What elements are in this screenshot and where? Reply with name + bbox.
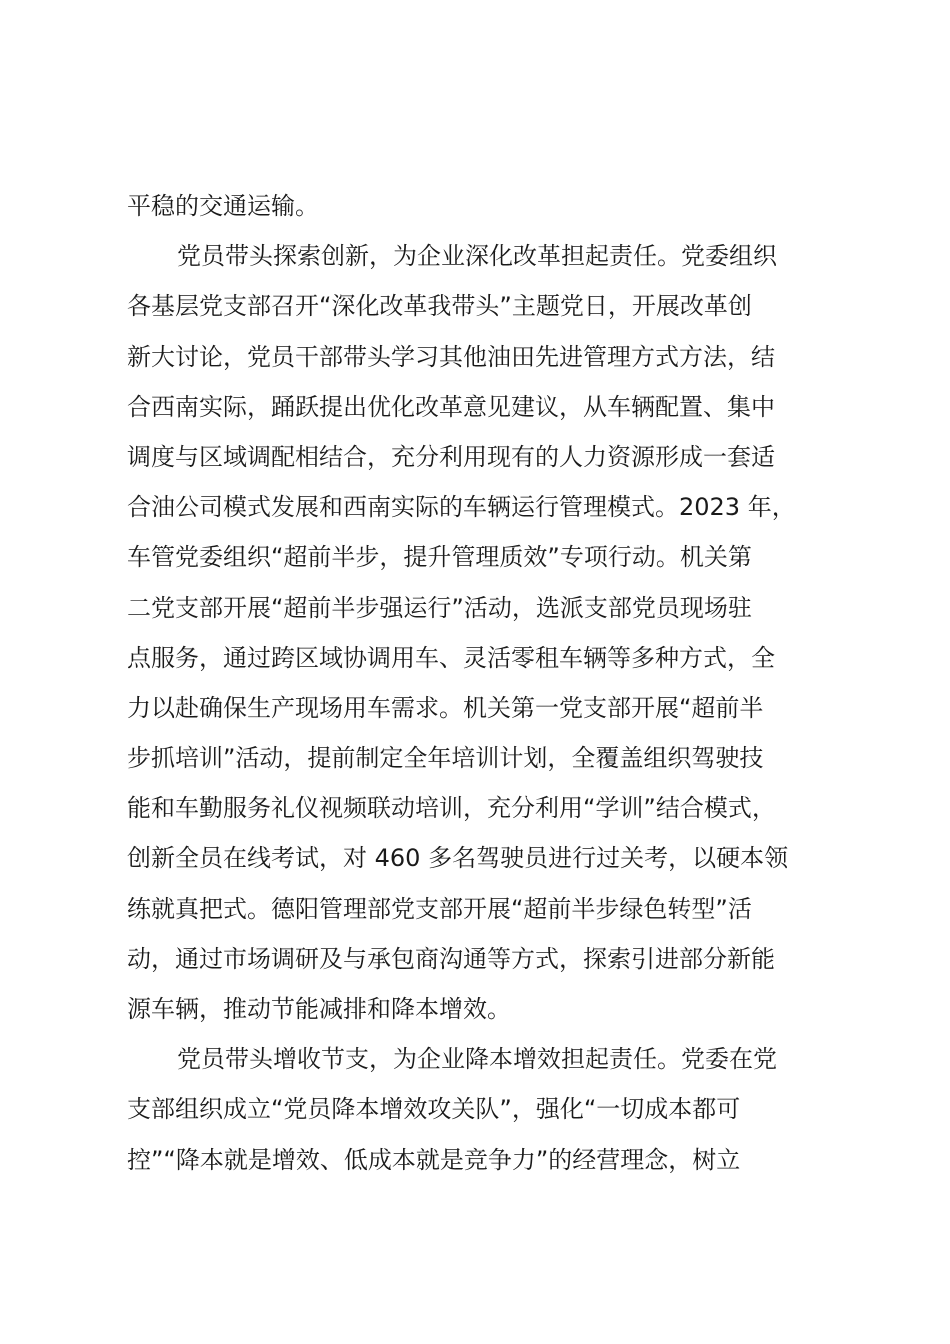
text-line: 步抓培训”活动，提前制定全年培训计划，全覆盖组织驾驶技: [127, 744, 764, 773]
text-line: 力以赴确保生产现场用车需求。机关第一党支部开展“超前半: [127, 693, 764, 722]
paragraph-first-line: 党员带头探索创新，为企业深化改革担起责任。党委组织: [177, 242, 777, 271]
body-text: [127, 181, 862, 1185]
text-line: 合油公司模式发展和西南实际的车辆运行管理模式。2023 年，: [127, 493, 796, 522]
text-line: 新大讨论，党员干部带头学习其他油田先进管理方式方法，结: [127, 342, 775, 371]
text-line: 二党支部开展“超前半步强运行”活动，选派支部党员现场驻: [127, 593, 752, 622]
text-line: 调度与区域调配相结合，充分利用现有的人力资源形成一套适: [127, 442, 775, 471]
text-line: 平稳的交通运输。: [127, 192, 319, 220]
text-line: 各基层党支部召开“深化改革我带头”主题党日，开展改革创: [127, 292, 752, 321]
paragraph-first-line: 党员带头增收节支，为企业降本增效担起责任。党委在党: [177, 1045, 777, 1074]
text-line: 控”“降本就是增效、低成本就是竞争力”的经营理念，树立: [127, 1145, 741, 1174]
text-line: 点服务，通过跨区域协调用车、灵活零租车辆等多种方式，全: [127, 643, 775, 672]
text-line: 支部组织成立“党员降本增效攻关队”，强化“一切成本都可: [127, 1095, 741, 1124]
text-line: 创新全员在线考试，对 460 多名驾驶员进行过关考，以硬本领: [127, 844, 789, 873]
text-line: 车管党委组织“超前半步，提升管理质效”专项行动。机关第: [127, 543, 752, 572]
text-line: 练就真把式。德阳管理部党支部开展“超前半步绿色转型”活: [127, 894, 752, 923]
text-line: 动，通过市场调研及与承包商沟通等方式，探索引进部分新能: [127, 944, 775, 973]
text-line: 能和车勤服务礼仪视频联动培训，充分利用“学训”结合模式，: [127, 794, 776, 823]
text-line: 合西南实际，踊跃提出优化改革意见建议，从车辆配置、集中: [127, 392, 775, 421]
text-line: 源车辆，推动节能减排和降本增效。: [127, 995, 511, 1023]
